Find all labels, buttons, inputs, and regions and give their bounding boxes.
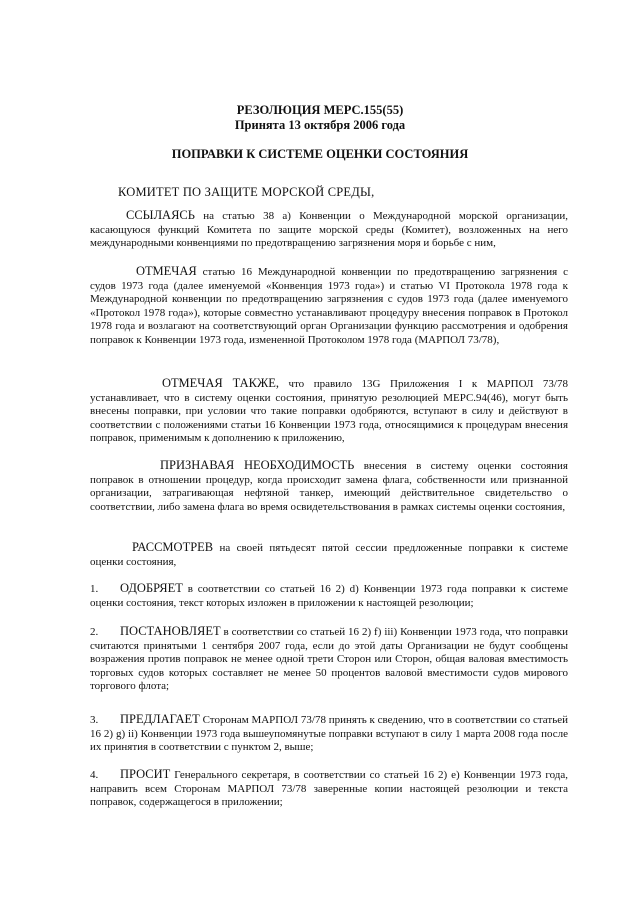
paragraph-text: Генерального секретаря, в соответствии со статьей 16 2) е) Конвенции 1973 года, направить всем Сторонам МАРПОЛ 73/78 заверенные копии настоящей резолюции и текста поправок, содержащегося в приложении;: [90, 769, 568, 809]
preamble-paragraph: [90, 459, 568, 514]
paragraph-lead: РАССМОТРЕВ: [132, 540, 214, 554]
paragraph-lead: ОТМЕЧАЯ ТАКЖЕ,: [162, 376, 279, 390]
adoption-date: Принята 13 октября 2006 года: [234, 118, 406, 132]
preamble-paragraph: [90, 541, 568, 569]
paragraph-number: 4.: [90, 769, 99, 781]
section-heading: ПОПРАВКИ К СИСТЕМЕ ОЦЕНКИ СОСТОЯНИЯ: [171, 147, 469, 161]
paragraph-lead: ПОСТАНОВЛЯЕТ: [120, 624, 221, 638]
preamble-paragraph: [90, 265, 568, 348]
paragraph-lead: ОДОБРЯЕТ: [120, 581, 183, 595]
paragraph-lead: ПРОСИТ: [120, 767, 171, 781]
preamble-paragraph: [90, 377, 568, 446]
paragraph-text: внесения в систему оценки состояния поправок в отношении процедур, когда происходит замена флага, собственности или признанной организации, затрагивающая нефтяной танкер, имеющий действительное свидетельство о соответствии, либо замена флага во время освидетельствования в рамках системы оценки состояния,: [90, 460, 568, 513]
paragraph-number: 2.: [90, 626, 99, 638]
paragraph-lead: ПРИЗНАВАЯ НЕОБХОДИМОСТЬ: [160, 458, 355, 472]
paragraph-text: на статью 38 а) Конвенции о Международной морской организации, касающуюся функций Комитета по защите морской среды (Комитет), возложенных на него международными конвенциями по предотвращению загрязнения моря и борьбе с ним,: [90, 210, 568, 250]
paragraph-lead: ОТМЕЧАЯ: [136, 264, 197, 278]
paragraph-text: статью 16 Международной конвенции по предотвращению загрязнения с судов 1973 года (далее именуемой «Конвенция 1973 года») и статью VI Протокола 1978 года к Международной конвенции по предотвращению загрязнения с судов 1973 года (далее именуемого «Протокол 1978 года»), которые совместно устанавливают процедуру внесения поправок в Протокол 1978 года и возлагают на соответствующий орган Организации функцию рассмотрения и одобрения поправок к Конвенции 1973 года, измененной Протоколом 1978 года (МАРПОЛ 73/78),: [90, 266, 568, 346]
paragraph-lead: ПРЕДЛАГАЕТ: [120, 712, 200, 726]
paragraph-lead: ССЫЛАЯСЬ: [126, 208, 195, 222]
operative-paragraph: [90, 582, 568, 610]
resolution-number: РЕЗОЛЮЦИЯ МЕРС.155(55): [236, 103, 404, 117]
operative-paragraph: [90, 625, 568, 694]
paragraph-number: 1.: [90, 583, 99, 595]
committee-name: КОМИТЕТ ПО ЗАЩИТЕ МОРСКОЙ СРЕДЫ,: [118, 185, 375, 199]
paragraph-text: Сторонам МАРПОЛ 73/78 принять к сведению, что в соответствии со статьей 16 2) g) ii) Конвенции 1973 года вышеупомянутые поправки вступают в силу 1 марта 2008 года после их принятия в соответствии с пунктом 2, выше;: [90, 714, 568, 754]
paragraph-text: в соответствии со статьей 16 2) f) iii) Конвенции 1973 года, что поправки считаются принятыми 1 сентября 2007 года, если до этой даты Организации не будут сообщены возражения против поправок не менее одной трети Сторон или Сторон, общая валовая вместимость торговых судов которых составляет не менее 50 процентов валовой вместимости судов мирового торгового флота;: [90, 626, 568, 693]
preamble-paragraph: [90, 209, 568, 251]
paragraph-text: в соответствии со статьей 16 2) d) Конвенции 1973 года поправки к системе оценки состояния, текст которых изложен в приложении к настоящей резолюции;: [90, 583, 568, 609]
resolution-title: [0, 103, 640, 133]
paragraph-text: что правило 13G Приложения I к МАРПОЛ 73/78 устанавливает, что в систему оценки состояния, принятую резолюцией МЕРС.94(46), могут быть внесены поправки, при условии что такие поправки одобряются, вступают в силу и действуют в соответствии с положениями статьи 16 Конвенции 1973 года, относящимися к процедурам внесения поправок, применимым к дополнению к приложению,: [90, 378, 568, 445]
paragraph-text: на своей пятьдесят пятой сессии предложенные поправки к системе оценки состояния,: [90, 542, 568, 568]
operative-paragraph: [90, 768, 568, 810]
operative-paragraph: [90, 713, 568, 755]
paragraph-number: 3.: [90, 714, 99, 726]
